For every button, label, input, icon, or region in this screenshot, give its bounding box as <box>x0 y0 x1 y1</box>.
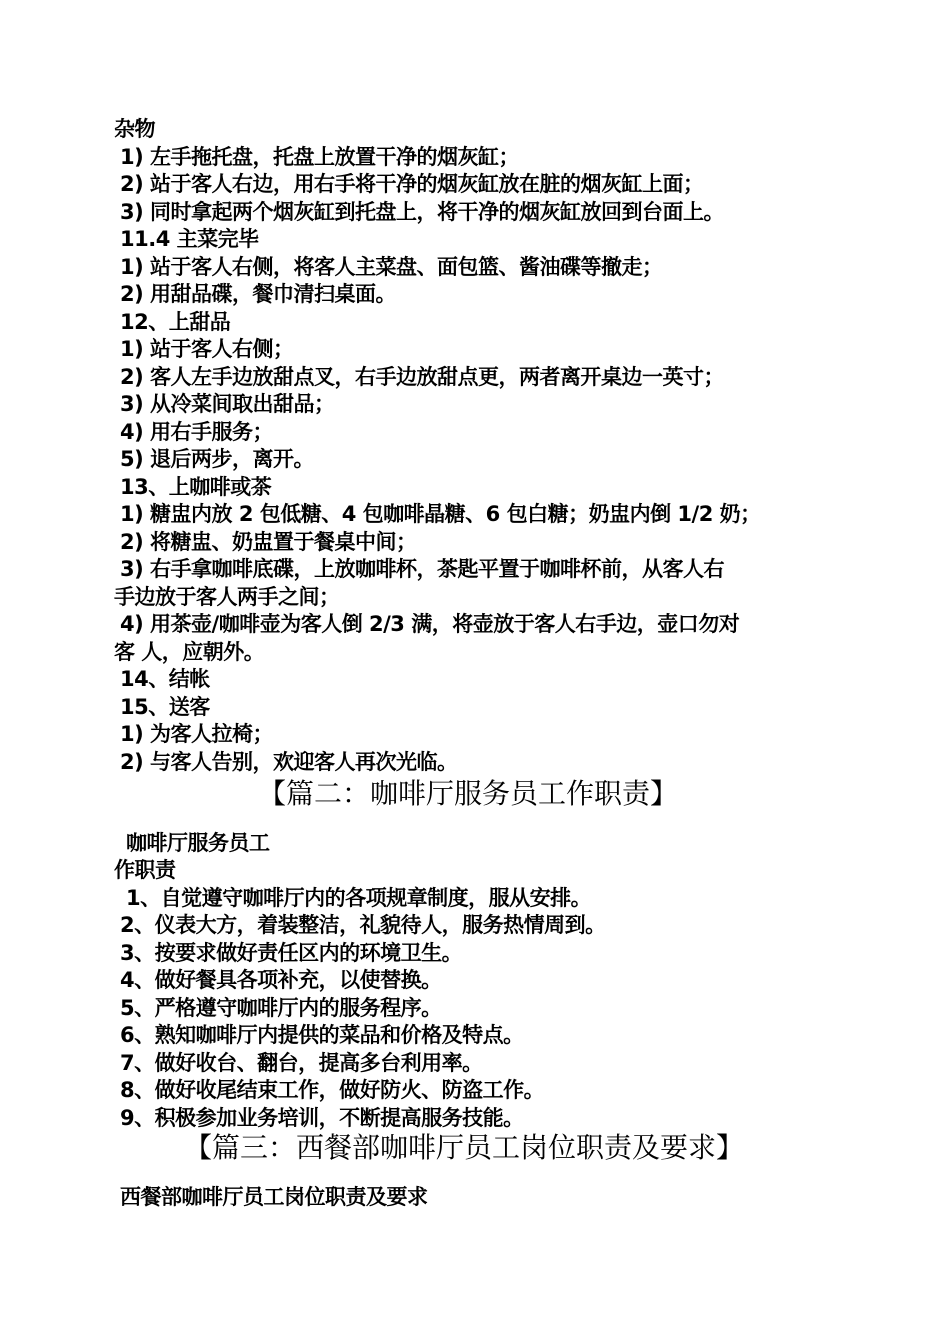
list-item: 1、自觉遵守咖啡厅内的各项规章制度，服从安排。 <box>126 886 592 910</box>
text-line: 1) 站于客人右侧，将客人主菜盘、面包篮、酱油碟等撤走； <box>120 255 663 279</box>
section-subtitle: 作职责 <box>114 858 176 882</box>
list-item: 5、严格遵守咖啡厅内的服务程序。 <box>120 996 442 1020</box>
text-line: 2) 站于客人右边，用右手将干净的烟灰缸放在脏的烟灰缸上面； <box>120 172 704 196</box>
list-item: 8、做好收尾结束工作，做好防火、防盗工作。 <box>120 1078 545 1102</box>
text-line: 14、结帐 <box>120 667 210 691</box>
section-heading: 【篇二：咖啡厅服务员工作职责】 <box>258 777 679 810</box>
list-item: 4、做好餐具各项补充，以使替换。 <box>120 968 442 992</box>
text-line: 2) 与客人告别，欢迎客人再次光临。 <box>120 750 458 774</box>
text-line: 12、上甜品 <box>120 310 231 334</box>
text-line: 1) 糖盅内放 2 包低糖、4 包咖啡晶糖、6 包白糖；奶盅内倒 1/2 奶； <box>120 502 761 526</box>
list-item: 7、做好收台、翻台，提高多台利用率。 <box>120 1051 483 1075</box>
text-line: 4) 用茶壶/咖啡壶为客人倒 2/3 满，将壶放于客人右手边，壶口勿对 <box>120 612 740 636</box>
text-line: 2) 客人左手边放甜点叉，右手边放甜点更，两者离开桌边一英寸； <box>120 365 725 389</box>
section-subtitle: 咖啡厅服务员工 <box>126 831 270 855</box>
text-line: 2) 用甜品碟，餐巾清扫桌面。 <box>120 282 397 306</box>
list-item: 9、积极参加业务培训，不断提高服务技能。 <box>120 1106 524 1130</box>
text-line: 15、送客 <box>120 695 210 719</box>
text-line: 3) 从冷菜间取出甜品； <box>120 392 335 416</box>
text-line: 手边放于客人两手之间； <box>114 585 340 609</box>
text-line: 11.4 主菜完毕 <box>120 227 259 251</box>
text-line: 4) 用右手服务； <box>120 420 274 444</box>
text-line: 13、上咖啡或茶 <box>120 475 272 499</box>
text-line: 2) 将糖盅、奶盅置于餐桌中间； <box>120 530 417 554</box>
text-line: 1) 为客人拉椅； <box>120 722 274 746</box>
list-item: 2、仪表大方，着装整洁，礼貌待人，服务热情周到。 <box>120 913 606 937</box>
text-line: 3) 右手拿咖啡底碟，上放咖啡杯，茶匙平置于咖啡杯前，从客人右 <box>120 557 725 581</box>
list-item: 6、熟知咖啡厅内提供的菜品和价格及特点。 <box>120 1023 524 1047</box>
section-subtitle: 西餐部咖啡厅员工岗位职责及要求 <box>120 1185 428 1209</box>
text-line: 1) 站于客人右侧； <box>120 337 294 361</box>
section-heading: 【篇三：西餐部咖啡厅员工岗位职责及要求】 <box>184 1131 745 1164</box>
text-line: 5) 退后两步，离开。 <box>120 447 315 471</box>
list-item: 3、按要求做好责任区内的环境卫生。 <box>120 941 463 965</box>
text-line: 1) 左手拖托盘，托盘上放置干净的烟灰缸； <box>120 145 520 169</box>
text-line: 3) 同时拿起两个烟灰缸到托盘上，将干净的烟灰缸放回到台面上。 <box>120 200 725 224</box>
text-line: 客 人，应朝外。 <box>114 640 265 664</box>
text-line: 杂物 <box>114 117 155 141</box>
